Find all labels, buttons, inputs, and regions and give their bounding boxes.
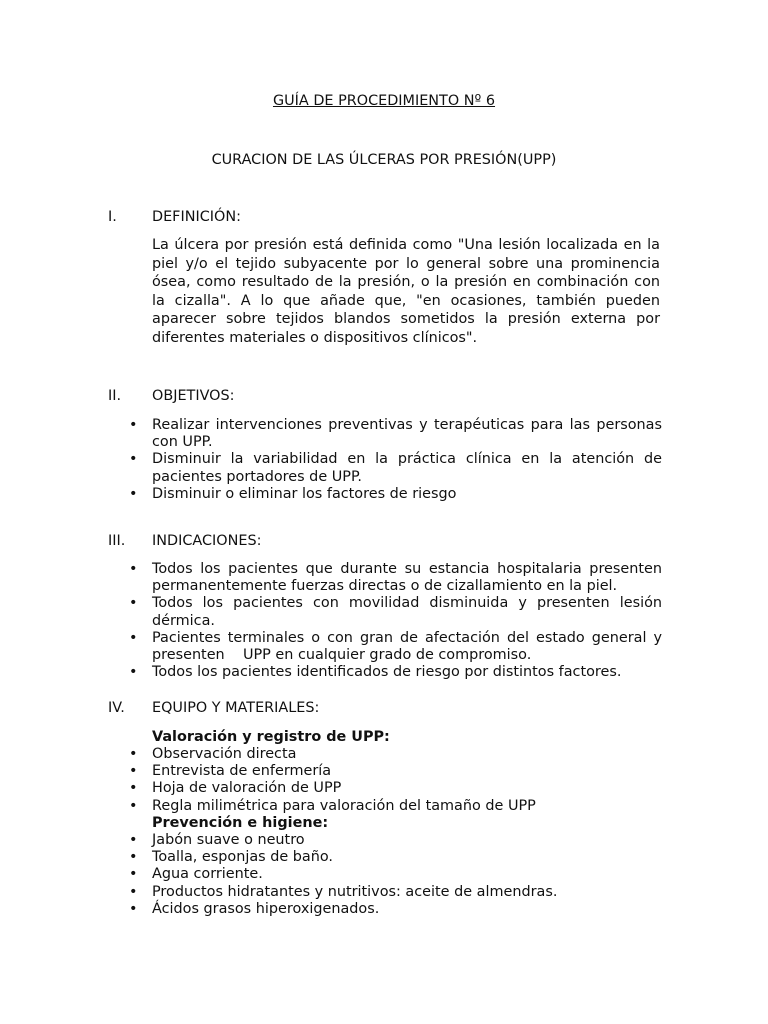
bullet-icon: • xyxy=(129,485,138,502)
bullet-icon: • xyxy=(129,866,138,883)
bullet-icon: • xyxy=(129,417,138,433)
list-item: • Entrevista de enfermería xyxy=(129,763,332,780)
section-number: II. xyxy=(108,388,122,404)
section-title: EQUIPO Y MATERIALES: xyxy=(152,700,320,716)
list-item: • Pacientes terminales o con gran de afectación del estado general y presenten UPP en cualquier grado de compromiso. xyxy=(129,629,667,664)
subsection-label-prevencion: Prevención e higiene: xyxy=(152,815,329,831)
bullet-icon: • xyxy=(129,763,138,780)
bullet-icon: • xyxy=(129,595,138,612)
list-item: • Realizar intervenciones preventivas y terapéuticas para las personas con UPP. xyxy=(129,417,662,451)
bullet-icon: • xyxy=(129,451,138,468)
list-item: • Jabón suave o neutro xyxy=(129,832,305,848)
list-item: • Agua corriente. xyxy=(129,866,263,883)
section-number: IV. xyxy=(108,700,125,716)
document-subtitle: CURACION DE LAS ÚLCERAS POR PRESIÓN(UPP) xyxy=(211,152,557,168)
list-item: • Productos hidratantes y nutritivos: aceite de almendras. xyxy=(129,883,558,900)
bullet-icon: • xyxy=(129,664,138,681)
list-item: • Todos los pacientes que durante su estancia hospitalaria presenten permanentemente fuerzas directas o de cizallamiento en la piel. xyxy=(129,561,662,595)
list-item: • Observación directa xyxy=(129,746,297,762)
section-title: INDICACIONES: xyxy=(152,533,262,549)
bullet-icon: • xyxy=(129,561,138,577)
bullet-icon: • xyxy=(129,780,138,797)
list-item: • Todos los pacientes con movilidad disminuida y presenten lesión dérmica. xyxy=(129,595,662,629)
list-item: • Hoja de valoración de UPP xyxy=(129,780,342,797)
valoracion-list xyxy=(129,746,662,815)
bullet-icon: • xyxy=(129,746,138,762)
section-title: DEFINICIÓN: xyxy=(152,209,241,225)
definition-paragraph: La úlcera por presión está definida como "Una lesión localizada en la piel y/o el tejido subyacente por lo general sobre una prominencia ósea, como resultado de la presión, o la presión en combinación con la cizalla". A lo que añade que, "en ocasiones, también pueden aparecer sobre tejidos blandos sometidos la presión externa por diferentes materiales o dispositivos clínicos". xyxy=(152,237,660,346)
subsection-label-valoracion: Valoración y registro de UPP: xyxy=(152,729,390,745)
bullet-icon: • xyxy=(129,629,138,646)
document-title: GUÍA DE PROCEDIMIENTO Nº 6 xyxy=(272,93,496,109)
list-item: • Todos los pacientes identificados de riesgo por distintos factores. xyxy=(129,664,622,681)
list-item: • Regla milimétrica para valoración del tamaño de UPP xyxy=(129,797,536,814)
list-item: • Ácidos grasos hiperoxigenados. xyxy=(129,900,380,917)
section-number: III. xyxy=(108,533,126,549)
bullet-icon: • xyxy=(129,883,138,900)
section-number: I. xyxy=(108,209,117,225)
list-item: • Toalla, esponjas de baño. xyxy=(129,849,333,866)
list-item: • Disminuir la variabilidad en la práctica clínica en la atención de pacientes portadores de UPP. xyxy=(129,451,662,485)
list-item: • Disminuir o eliminar los factores de riesgo xyxy=(129,485,457,502)
bullet-icon: • xyxy=(129,849,138,866)
bullet-icon: • xyxy=(129,797,138,814)
section-title: OBJETIVOS: xyxy=(152,388,235,404)
bullet-icon: • xyxy=(129,900,138,917)
prevencion-list xyxy=(129,832,662,918)
indicaciones-list xyxy=(129,561,667,681)
objetivos-list xyxy=(129,417,662,503)
bullet-icon: • xyxy=(129,832,138,848)
